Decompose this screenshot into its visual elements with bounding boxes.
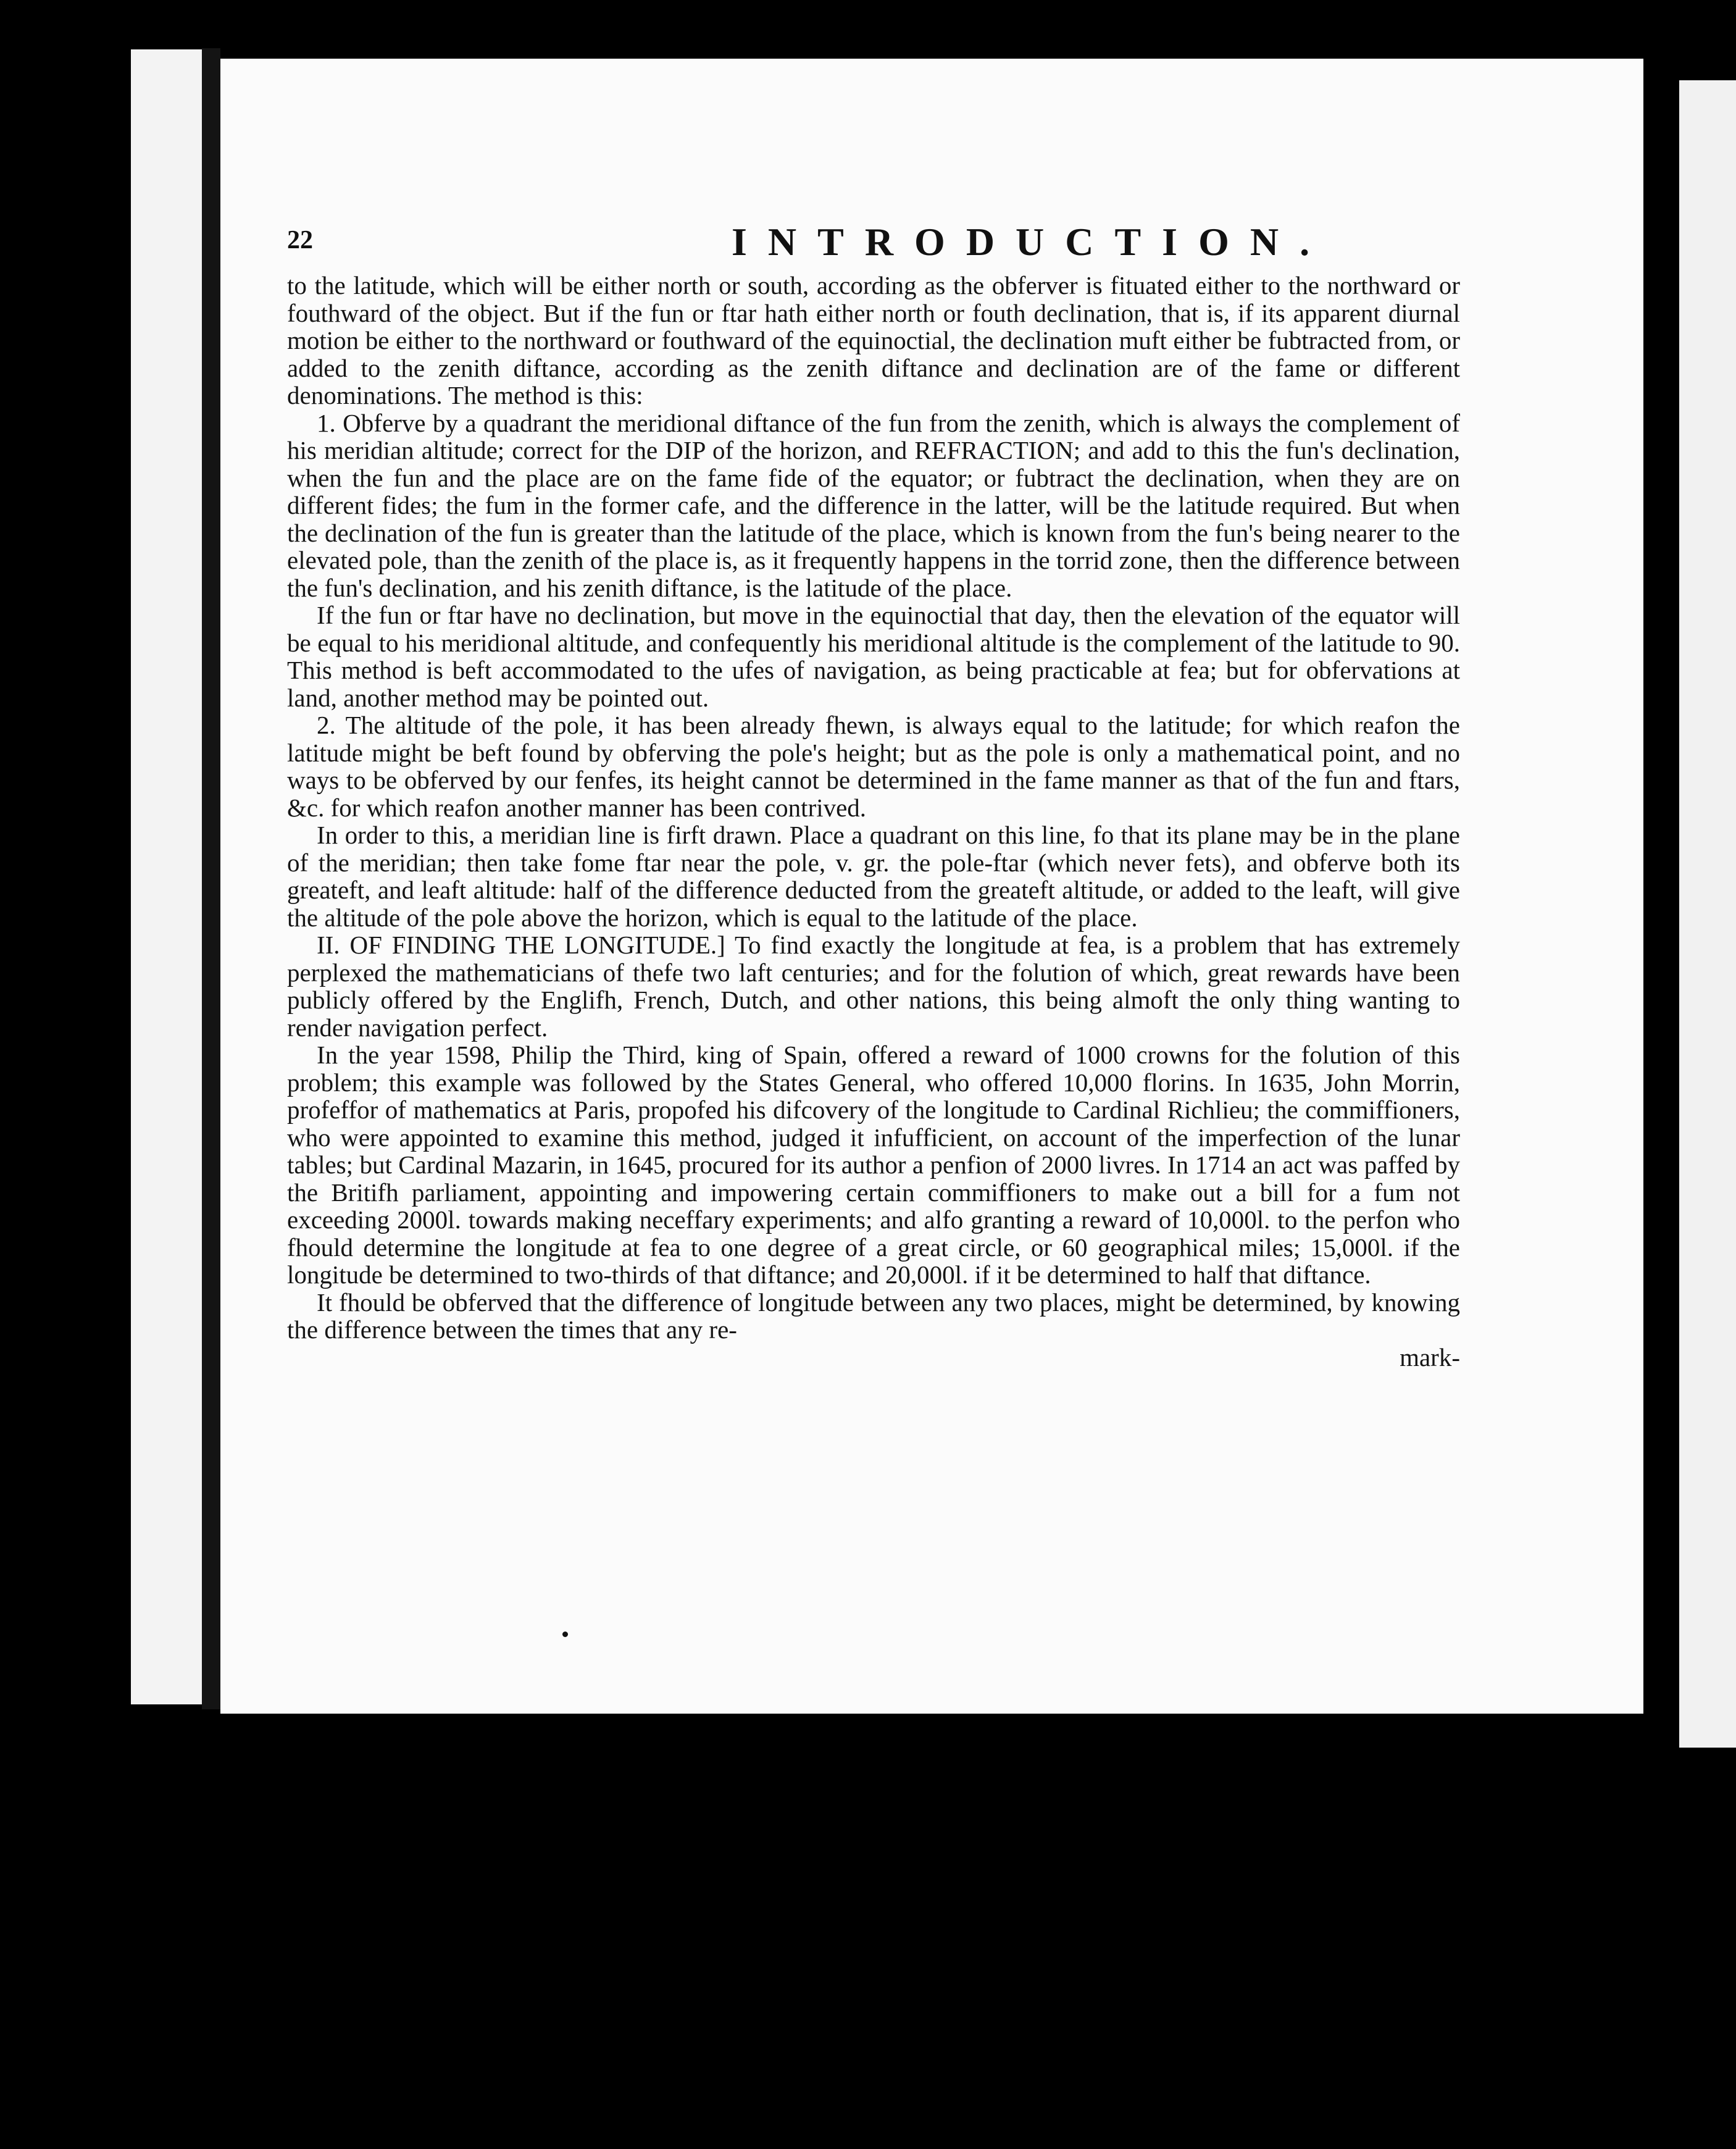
- paragraph-meridian-line: In order to this, a meridian line is firft drawn. Place a quadrant on this line, fo that its plane may be in the plane of the meridian; then take fome ftar near the pole, v. gr. the pole-ftar (which never fets), and obferve both its greateft, and leaft altitude: half of the difference deducted from the greateft altitude, or added to the leaft, will give the altitude of the pole above the horizon, which is equal to the latitude of the place.: [287, 821, 1460, 932]
- paragraph-longitude-heading: II. OF FINDING THE LONGITUDE.] To find exactly the longitude at fea, is a problem that has extremely perplexed the mathematicians of thefe two laft centuries; and for the folution of which, great rewards have been publicly offered by the Englifh, French, Dutch, and other nations, this being almoft the only thing wanting to render navigation perfect.: [287, 931, 1460, 1042]
- catchword: mark-: [1400, 1343, 1460, 1372]
- paragraph-method-2: 2. The altitude of the pole, it has been already fhewn, is always equal to the latitude; for which reafon the latitude might be beft found by obferving the pole's height; but as the pole is only a mathematical point, and no ways to be obferved by our fenfes, its height cannot be determined in the fame manner as that of the fun and ftars, &c. for which reafon another manner has been contrived.: [287, 711, 1460, 822]
- body-text: [287, 272, 1460, 1785]
- running-head: [287, 219, 1331, 264]
- left-page-edge: [131, 49, 202, 1704]
- paragraph-no-declination: If the fun or ftar have no declination, but move in the equinoctial that day, then the elevation of the equator will be equal to his meridional altitude, and confequently his meridional altitude is the complement of the latitude to 90. This method is beft accommodated to the ufes of navigation, as being practicable at fea; but for obfervations at land, another method may be pointed out.: [287, 601, 1460, 712]
- binding-shadow: [202, 48, 220, 1709]
- paragraph-continuation: to the latitude, which will be either north or south, according as the obferver is fituated either to the northward or fouthward of the object. But if the fun or ftar hath either north or fouth declination, that is, if its apparent diurnal motion be either to the northward or fouthward of the equinoctial, the declination muft either be fubtracted from, or added to the zenith diftance, according as the zenith diftance and declination are of the fame or different denominations. The method is this:: [287, 272, 1460, 409]
- paragraph-rewards-history: In the year 1598, Philip the Third, king of Spain, offered a reward of 1000 crowns for the folution of this problem; this example was followed by the States General, who offered 10,000 florins. In 1635, John Morrin, profeffor of mathematics at Paris, propofed his difcovery of the longitude to Cardinal Richlieu; the commiffioners, who were appointed to examine this method, judged it infufficient, on account of the imperfection of the lunar tables; but Cardinal Mazarin, in 1645, procured for its author a penfion of 2000 livres. In 1714 an act was paffed by the Britifh parliament, appointing and impowering certain commiffioners to make out a bill for a fum not exceeding 2000l. towards making neceffary experiments; and alfo granting a reward of 10,000l. to the perfon who fhould determine the longitude at fea to one degree of a great circle, or 60 geographical miles; 15,000l. if the longitude be determined to two-thirds of that diftance; and 20,000l. if it be determined to half that diftance.: [287, 1041, 1460, 1289]
- page-title: INTRODUCTION.: [732, 220, 1331, 264]
- paragraph-time-difference: It fhould be obferved that the difference of longitude between any two places, might be determined, by knowing the difference between the times that any re-: [287, 1288, 1460, 1344]
- paragraph-method-1: 1. Obferve by a quadrant the meridional diftance of the fun from the zenith, which is always the complement of his meridian altitude; correct for the DIP of the horizon, and REFRACTION; and add to this the fun's declination, when the fun and the place are on the fame fide of the equator; or fubtract the declination, when they are on different fides; the fum in the former cafe, and the difference in the latter, will be the latitude required. But when the declination of the fun is greater than the latitude of the place, which is known from the fun's being nearer to the elevated pole, than the zenith of the place is, as it frequently happens in the torrid zone, then the difference between the fun's declination, and his zenith diftance, is the latitude of the place.: [287, 408, 1460, 602]
- page-number: 22: [287, 226, 313, 254]
- right-page-edge: [1679, 80, 1736, 1748]
- ink-speck: [562, 1632, 568, 1637]
